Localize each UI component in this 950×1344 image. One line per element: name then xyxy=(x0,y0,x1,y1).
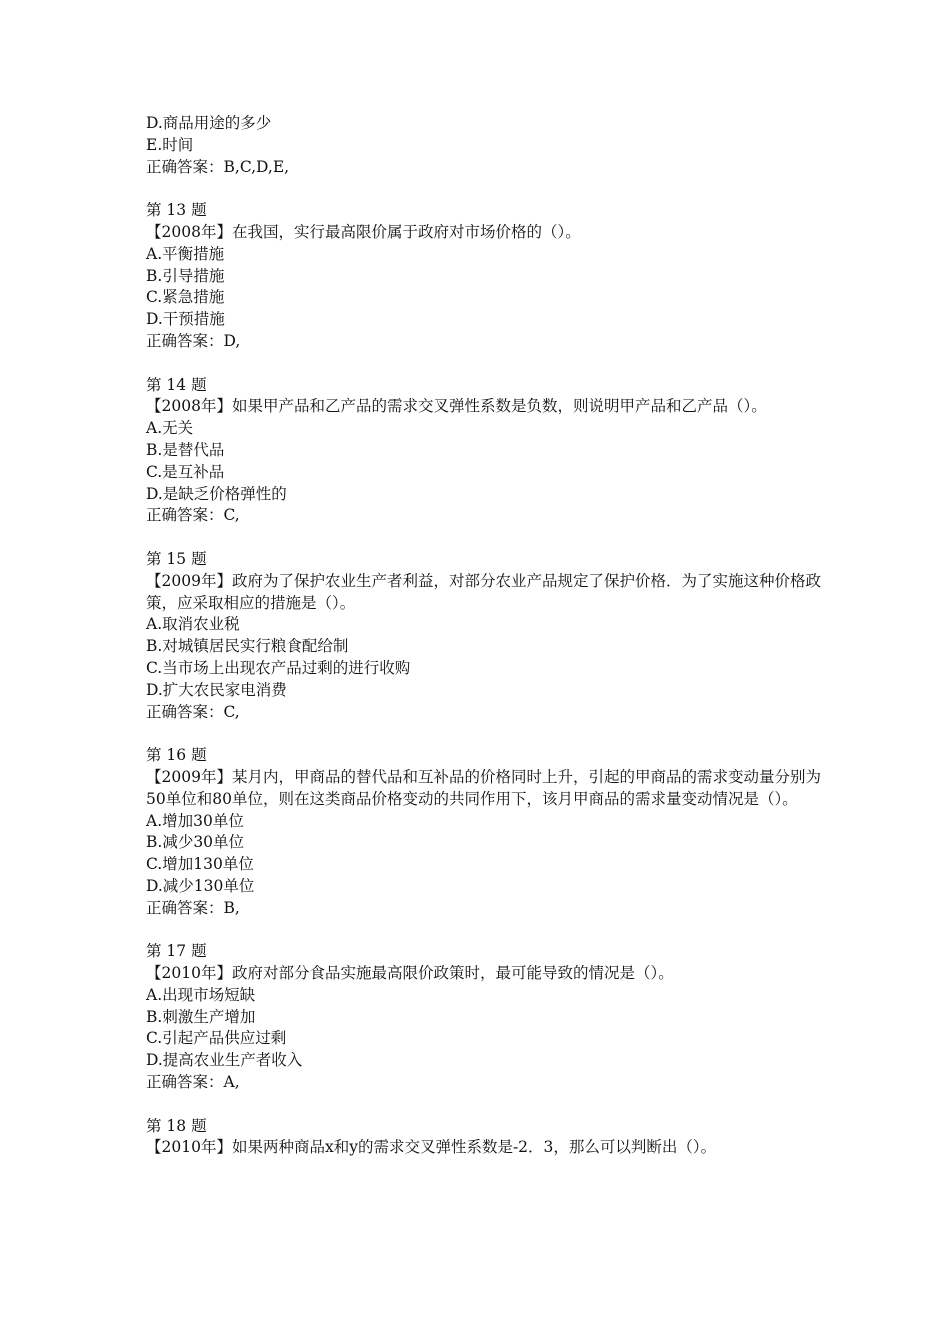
option-b: B.刺激生产增加 xyxy=(146,1007,256,1026)
option-c: C.增加130单位 xyxy=(146,855,254,874)
question-stem: 【2008年】如果甲产品和乙产品的需求交叉弹性系数是负数，则说明甲产品和乙产品（）。 xyxy=(146,397,767,416)
spacer xyxy=(146,353,826,375)
option-b: B.对城镇居民实行粮食配给制 xyxy=(146,637,349,656)
question-number: 第 13 题 xyxy=(146,201,207,220)
question-13 xyxy=(146,200,826,353)
question-16 xyxy=(146,745,826,919)
option-e: E.时间 xyxy=(146,135,194,154)
option-a: A.取消农业税 xyxy=(146,615,240,634)
option-a: A.出现市场短缺 xyxy=(146,985,256,1004)
option-a: A.无关 xyxy=(146,419,194,438)
question-number: 第 16 题 xyxy=(146,746,207,765)
answer: 正确答案：C, xyxy=(146,506,240,525)
question-stem: 【2009年】政府为了保护农业生产者利益，对部分农业产品规定了保护价格．为了实施这种价格政策，应采取相应的措施是（）。 xyxy=(146,571,821,612)
question-stem: 【2010年】如果两种商品x和y的需求交叉弹性系数是-2．3，那么可以判断出（）。 xyxy=(146,1138,717,1157)
answer: 正确答案：C, xyxy=(146,702,240,721)
option-c: C.引起产品供应过剩 xyxy=(146,1029,287,1048)
question-stem: 【2009年】某月内，甲商品的替代品和互补品的价格同时上升，引起的甲商品的需求变动量分别为50单位和80单位，则在这类商品价格变动的共同作用下，该月甲商品的需求量变动情况是（）。 xyxy=(146,767,821,808)
option-d: D.是缺乏价格弹性的 xyxy=(146,484,287,503)
option-b: B.减少30单位 xyxy=(146,833,245,852)
question-17 xyxy=(146,941,826,1094)
option-c: C.是互补品 xyxy=(146,462,225,481)
spacer xyxy=(146,919,826,941)
option-d: D.干预措施 xyxy=(146,310,225,329)
option-d: D.扩大农民家电消费 xyxy=(146,680,287,699)
option-a: A.增加30单位 xyxy=(146,811,244,830)
question-15 xyxy=(146,549,826,723)
spacer xyxy=(146,723,826,745)
answer: 正确答案：A, xyxy=(146,1073,240,1092)
question-number: 第 18 题 xyxy=(146,1116,207,1135)
previous-question-tail xyxy=(146,113,826,178)
option-c: C.紧急措施 xyxy=(146,288,225,307)
spacer xyxy=(146,527,826,549)
option-b: B.是替代品 xyxy=(146,440,225,459)
option-d: D.提高农业生产者收入 xyxy=(146,1051,303,1070)
option-d: D.减少130单位 xyxy=(146,876,255,895)
spacer xyxy=(146,1094,826,1116)
answer: 正确答案：B, xyxy=(146,898,240,917)
option-b: B.引导措施 xyxy=(146,266,225,285)
answer: 正确答案：B,C,D,E, xyxy=(146,157,290,176)
option-a: A.平衡措施 xyxy=(146,244,225,263)
question-14 xyxy=(146,375,826,528)
question-stem: 【2008年】在我国，实行最高限价属于政府对市场价格的（）。 xyxy=(146,222,581,241)
option-d: D.商品用途的多少 xyxy=(146,114,272,132)
question-18 xyxy=(146,1116,826,1160)
question-number: 第 14 题 xyxy=(146,375,207,394)
question-number: 第 17 题 xyxy=(146,942,207,961)
option-c: C.当市场上出现农产品过剩的进行收购 xyxy=(146,658,411,677)
answer: 正确答案：D, xyxy=(146,331,241,350)
question-stem: 【2010年】政府对部分食品实施最高限价政策时，最可能导致的情况是（）。 xyxy=(146,964,674,983)
question-number: 第 15 题 xyxy=(146,549,207,568)
spacer xyxy=(146,178,826,200)
document-page xyxy=(146,113,826,1159)
